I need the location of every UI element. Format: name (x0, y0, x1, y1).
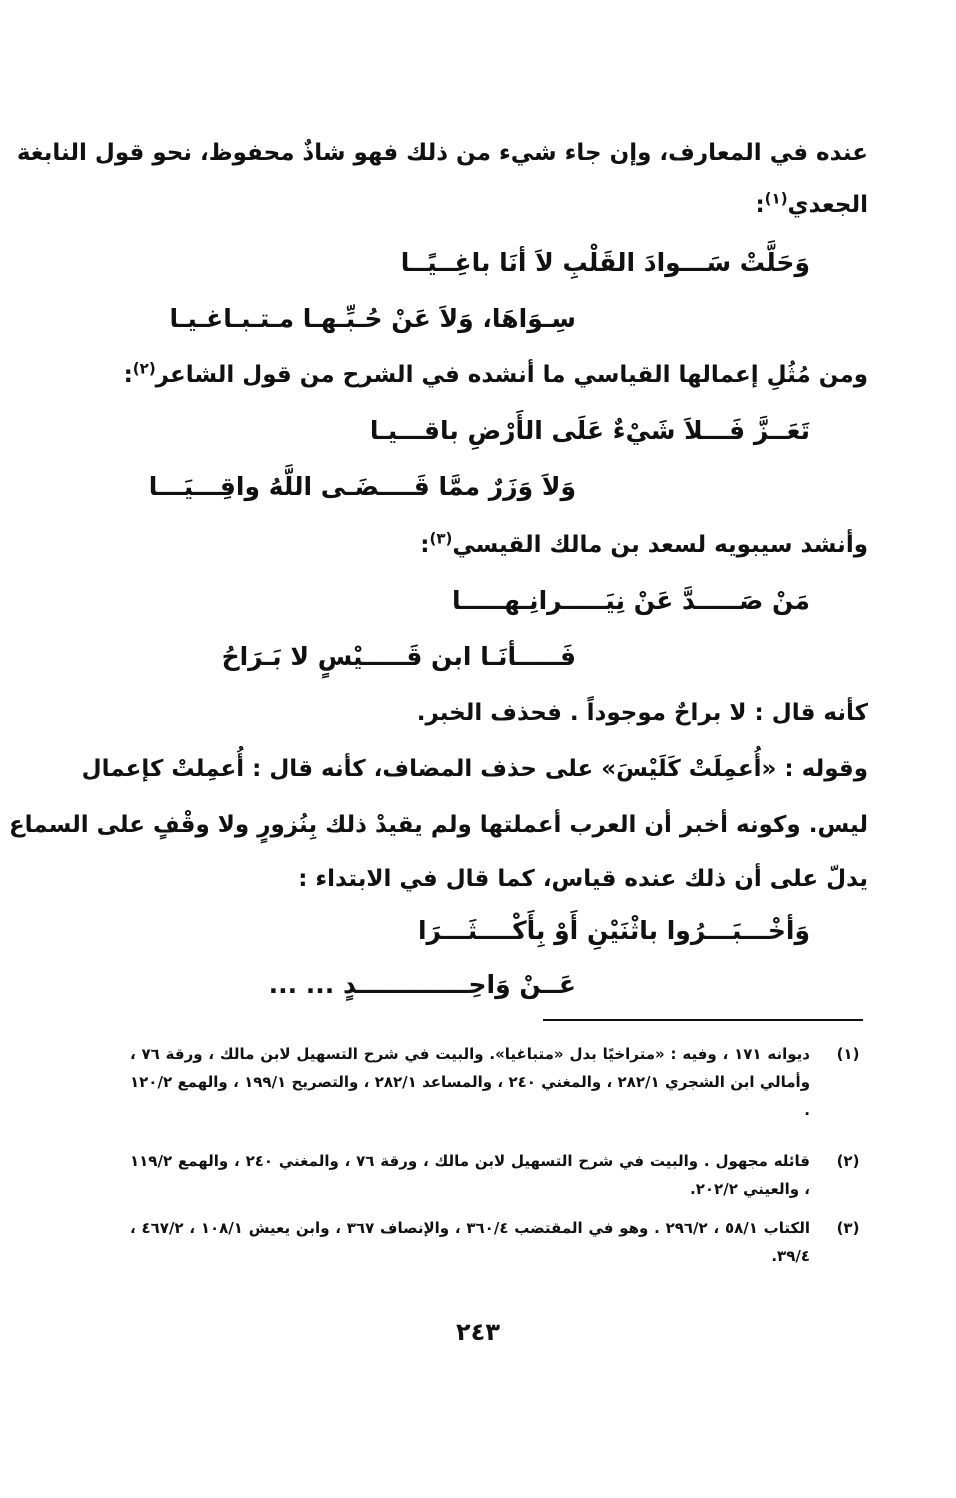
paragraph-3 (420, 528, 868, 562)
colon: : (420, 532, 430, 558)
paragraph-2 (124, 358, 868, 392)
verse-2-hemistich-1: تَعَــزَّ فَـــلاَ شَيْءٌ عَلَى الأَرْضِ باقـــيـا (369, 416, 810, 445)
paragraph-2-text: ومن مُثُلِ إعمالها القياسي ما أنشده في الشرح من قول الشاعر (155, 362, 868, 388)
verse-2-hemistich-2: وَلاَ وَزَرٌ ممَّا قَــــضَـى اللَّهُ واقِـــيَـــا (148, 472, 576, 501)
footnote-1 (130, 1040, 868, 1124)
colon: : (755, 192, 765, 218)
paragraph-1-line-2 (755, 188, 868, 222)
footnote-ref-1: (١) (764, 189, 788, 208)
paragraph-5-line-2: ليس. وكونه أخبر أن العرب أعملتها ولم يقيدْ ذلك بِنُزورٍ ولا وقْفٍ على السماع (8, 812, 868, 838)
footnote-2 (130, 1147, 868, 1203)
footnote-text: الكتاب ٥٨/١ ، ٢٩٦/٢ . وهو في المقتضب ٣٦٠/٤ ، والإنصاف ٣٦٧ ، وابن يعيش ١٠٨/١ ، ٤٦٧/٢ ، ٣٩/٤. (130, 1219, 811, 1265)
paragraph-5-line-1: وقوله : «أُعمِلَتْ كَلَيْسَ» على حذف المضاف، كأنه قال : أُعمِلتْ كإعمال (81, 756, 868, 782)
poet-name: الجعدي (787, 192, 868, 218)
footnote-number: (١) (836, 1045, 860, 1063)
footnote-text: قائله مجهول . والبيت في شرح التسهيل لابن مالك ، ورقة ٧٦ ، والمغني ٢٤٠ ، والهمع ١١٩/٢ ، والعيني ٢٠٢/٢. (130, 1152, 810, 1198)
footnote-ref-3: (٣) (429, 529, 453, 548)
paragraph-5-line-3: يدلّ على أن ذلك عنده قياس، كما قال في الابتداء : (298, 866, 868, 892)
paragraph-4: كأنه قال : لا براحٌ موجوداً . فحذف الخبر. (416, 700, 868, 726)
footnote-ref-2: (٢) (132, 359, 156, 378)
page-number: ٢٤٣ (456, 1318, 500, 1346)
verse-1-hemistich-1: وَحَلَّتْ سَـــوادَ القَلْبِ لاَ أنَا باغِــيًــا (400, 248, 810, 277)
colon: : (123, 362, 133, 388)
footnote-3 (130, 1214, 868, 1270)
verse-4-hemistich-2: عَــنْ وَاحِـــــــــــــدٍ ... ... (268, 970, 576, 999)
paragraph-1-line-1: عنده في المعارف، وإن جاء شيء من ذلك فهو شاذٌ محفوظ، نحو قول النابغة (16, 140, 868, 166)
paragraph-3-text: وأنشد سيبويه لسعد بن مالك القيسي (452, 532, 868, 558)
verse-4-hemistich-1: وَأخْـــبَـــرُوا باثْنَيْنِ أَوْ بِأَكْــــثَـــرَا (417, 916, 810, 945)
verse-1-hemistich-2: سِـوَاهَا، وَلاَ عَنْ حُـبِّـهـا مـتـبـاغـيـا (169, 304, 576, 333)
footnote-separator (543, 1019, 863, 1021)
footnote-number: (٢) (836, 1152, 860, 1170)
footnote-text: ديوانه ١٧١ ، وفيه : «متراخيًا بدل «متباغيا». والبيت في شرح التسهيل لابن مالك ، ورقة ٧٦ ، وأمالي ابن الشجري ٢٨٢/١ ، والمغني ٢٤٠ ، والمساعد ٢٨٢/١ ، والتصريح ١٩٩/١ ، والهمع ١٢٠/٢ . (130, 1045, 811, 1119)
footnote-number: (٣) (836, 1219, 860, 1237)
verse-3-hemistich-2: فَـــــأنَـا ابن قَـــــيْسٍ لا بَـرَاحُ (221, 642, 576, 671)
verse-3-hemistich-1: مَنْ صَـــــدَّ عَنْ نِيَـــــرانِـهـــــا (452, 586, 810, 615)
